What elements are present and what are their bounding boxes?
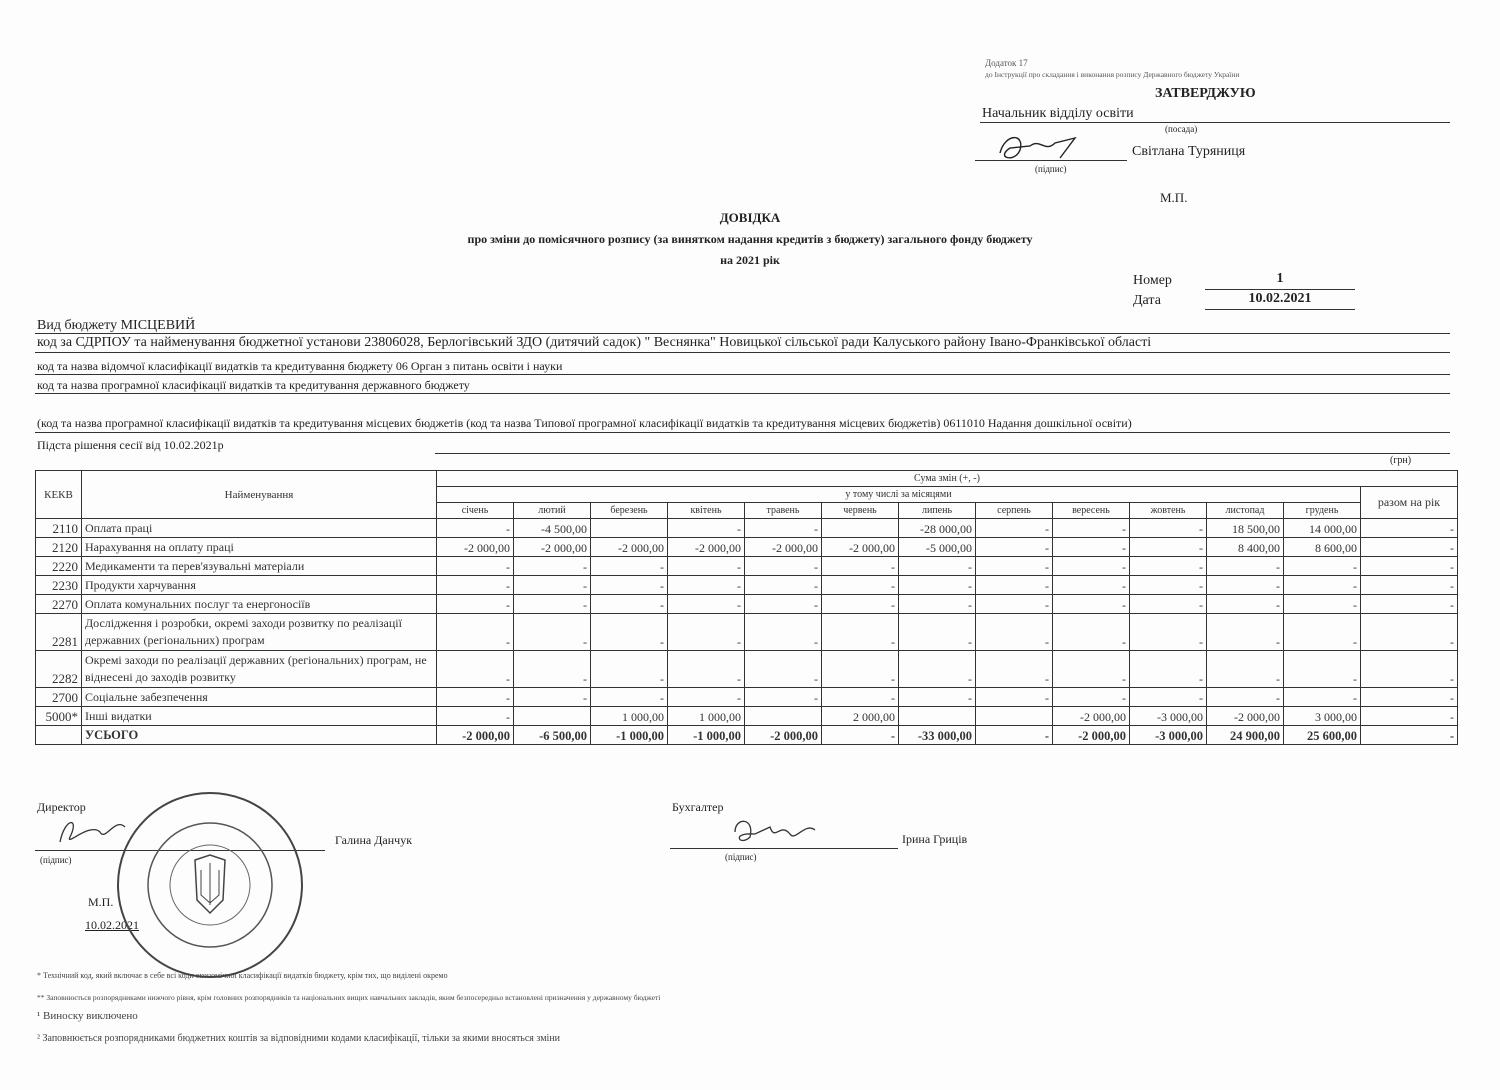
month-value: -2 000,00 [437, 538, 514, 557]
col-total-header: разом на рік [1361, 487, 1458, 519]
month-value: - [976, 595, 1053, 614]
col-name-header: Найменування [82, 471, 437, 519]
year-total: - [1361, 688, 1458, 707]
month-value: - [437, 595, 514, 614]
kekv-code: 2282 [36, 651, 82, 688]
month-value: - [745, 576, 822, 595]
month-value: - [437, 688, 514, 707]
table-row [36, 651, 1458, 688]
month-value: - [1130, 688, 1207, 707]
month-value: - [822, 557, 899, 576]
director-label: Директор [37, 800, 86, 814]
month-value: - [591, 651, 668, 688]
year-total: - [1361, 651, 1458, 688]
footnote-1: * Технічний код, який включає в себе всі коди економічної класифікації видатків бюджету, крім тих, що виділені окремо [37, 971, 448, 980]
month-value [591, 519, 668, 538]
month-value: 8 400,00 [1207, 538, 1284, 557]
item-name: Оплата комунальних послуг та енергоносіїв [82, 595, 437, 614]
footnote-2: ** Заповнюється розпорядниками нижчого рівня, крім головних розпорядників та національних вищих навчальних закладів, яким безпосередньо встановлені призначення у державному бюджеті [37, 993, 661, 1002]
month-value: - [1053, 557, 1130, 576]
kekv-code [36, 726, 82, 745]
month-value: -2 000,00 [1053, 707, 1130, 726]
month-value: - [514, 576, 591, 595]
month-value: - [899, 557, 976, 576]
appendix-note: до Інструкції про складання і виконання розпису Державного бюджету України [985, 70, 1240, 79]
month-value: 1 000,00 [668, 707, 745, 726]
approver-position: Начальник відділу освіти [982, 106, 1134, 121]
month-value: -6 500,00 [514, 726, 591, 745]
month-value: - [899, 595, 976, 614]
month-value: - [437, 576, 514, 595]
month-value: - [668, 688, 745, 707]
month-value: -2 000,00 [1207, 707, 1284, 726]
month-value: - [976, 576, 1053, 595]
month-value: - [437, 614, 514, 651]
local-program-code: (код та назва програмної класифікації видатків та кредитування місцевих бюджетів (код та назва Типової програмної класифікації видатків та кредитування місцевих бюджетів) 0611010 Надання дошкільної освіти) [37, 416, 1132, 430]
institution-code: код за СДРПОУ та найменування бюджетної установи 23806028, Берлогівський ЗДО (дитячий садок) " Веснянка" Новицької сільської ради Калуського району Івано-Франківської області [37, 335, 1152, 350]
institution-stamp [115, 785, 305, 985]
table-row [36, 576, 1458, 595]
month-value: - [514, 651, 591, 688]
month-value: - [1207, 557, 1284, 576]
approver-signature [985, 128, 1095, 168]
month-value: -4 500,00 [514, 519, 591, 538]
month-value: - [514, 614, 591, 651]
month-value: - [899, 651, 976, 688]
changes-table [35, 470, 1458, 745]
month-value: -3 000,00 [1130, 726, 1207, 745]
month-value: - [591, 557, 668, 576]
month-value: - [822, 614, 899, 651]
director-caption: (підпис) [40, 855, 72, 865]
month-value: - [1207, 576, 1284, 595]
month-value: - [1207, 614, 1284, 651]
col-months-header: у тому числі за місяцями [437, 487, 1361, 503]
month-value [822, 519, 899, 538]
year-total: - [1361, 726, 1458, 745]
month-value: - [822, 726, 899, 745]
month-value: - [668, 614, 745, 651]
month-value: - [1053, 576, 1130, 595]
month-header: липень [899, 503, 976, 519]
month-value: - [745, 519, 822, 538]
month-value: - [1207, 651, 1284, 688]
month-value: - [899, 576, 976, 595]
kekv-code: 2281 [36, 614, 82, 651]
month-header: квітень [668, 503, 745, 519]
position-caption: (посада) [1165, 124, 1198, 134]
number-value: 1 [1276, 271, 1284, 286]
year-total: - [1361, 519, 1458, 538]
month-value: - [1284, 614, 1361, 651]
doc-title: ДОВІДКА [719, 210, 781, 225]
month-value: - [1284, 557, 1361, 576]
month-header: січень [437, 503, 514, 519]
item-name: Медикаменти та перев'язувальні матеріали [82, 557, 437, 576]
state-program-code: код та назва програмної класифікації видатків та кредитування державного бюджету [37, 378, 470, 392]
approver-name: Світлана Туряниця [1132, 144, 1246, 159]
month-value: - [976, 651, 1053, 688]
year-total: - [1361, 614, 1458, 651]
month-value: -33 000,00 [899, 726, 976, 745]
month-value: - [437, 519, 514, 538]
month-value: - [745, 688, 822, 707]
month-value: - [1284, 651, 1361, 688]
month-value: - [745, 557, 822, 576]
month-value: -2 000,00 [668, 538, 745, 557]
table-row [36, 595, 1458, 614]
month-value: - [1053, 651, 1130, 688]
item-name: УСЬОГО [82, 726, 437, 745]
month-header: листопад [1207, 503, 1284, 519]
approve-heading: ЗАТВЕРДЖУЮ [1155, 86, 1256, 101]
month-header: травень [745, 503, 822, 519]
item-name: Оплата праці [82, 519, 437, 538]
month-value: - [976, 688, 1053, 707]
kekv-code: 5000* [36, 707, 82, 726]
doc-year: на 2021 рік [720, 253, 780, 267]
date-label: Дата [1133, 293, 1161, 308]
month-value: - [976, 557, 1053, 576]
month-value: - [745, 614, 822, 651]
month-value: - [1207, 595, 1284, 614]
month-value: - [899, 614, 976, 651]
month-header: червень [822, 503, 899, 519]
month-value: - [1284, 576, 1361, 595]
month-header: вересень [1053, 503, 1130, 519]
month-value: - [668, 519, 745, 538]
month-value: - [822, 576, 899, 595]
month-value: - [591, 688, 668, 707]
month-value: -2 000,00 [745, 726, 822, 745]
col-code-header: КЕКВ [36, 471, 82, 519]
seal-mark-bottom: М.П. [88, 895, 114, 909]
month-value: 8 600,00 [1284, 538, 1361, 557]
kekv-code: 2110 [36, 519, 82, 538]
number-label: Номер [1133, 273, 1172, 288]
month-value: - [1130, 576, 1207, 595]
footnote-3: ¹ Виноску виключено [37, 1010, 138, 1022]
year-total: - [1361, 538, 1458, 557]
table-row [36, 688, 1458, 707]
month-value: - [976, 726, 1053, 745]
month-value: -1 000,00 [591, 726, 668, 745]
accountant-name: Ірина Гриців [902, 832, 968, 846]
month-value: - [745, 651, 822, 688]
total-row [36, 726, 1458, 745]
month-value: - [1284, 688, 1361, 707]
budget-type: Вид бюджету МІСЦЕВИЙ [37, 318, 196, 333]
item-name: Окремі заходи по реалізації державних (регіональних) програм, не віднесені до заходів розвитку [82, 651, 437, 688]
month-value: - [514, 595, 591, 614]
month-value [899, 707, 976, 726]
month-value: - [822, 651, 899, 688]
month-value: - [1053, 519, 1130, 538]
table-row [36, 707, 1458, 726]
table-row [36, 557, 1458, 576]
month-value [976, 707, 1053, 726]
footnote-4: ² Заповнюється розпорядниками бюджетних коштів за відповідними кодами класифікації, тільки за якими вносяться зміни [37, 1033, 561, 1044]
month-value: -2 000,00 [1053, 726, 1130, 745]
seal-mark: М.П. [1160, 190, 1188, 205]
doc-subtitle: про зміни до помісячного розпису (за винятком надання кредитів з бюджету) загального фонду бюджету [467, 232, 1033, 246]
accountant-signature [720, 812, 830, 852]
year-total: - [1361, 576, 1458, 595]
month-header: жовтень [1130, 503, 1207, 519]
month-value: -2 000,00 [514, 538, 591, 557]
table-row [36, 614, 1458, 651]
table-row [36, 519, 1458, 538]
month-value: - [1130, 595, 1207, 614]
month-header: лютий [514, 503, 591, 519]
month-value: - [1130, 614, 1207, 651]
month-value: -1 000,00 [668, 726, 745, 745]
month-header: грудень [1284, 503, 1361, 519]
month-value: - [591, 576, 668, 595]
month-value: - [1053, 538, 1130, 557]
month-value: - [1130, 538, 1207, 557]
month-value: - [1053, 614, 1130, 651]
month-value: - [668, 576, 745, 595]
month-value: -2 000,00 [591, 538, 668, 557]
month-value: - [976, 538, 1053, 557]
month-value: - [591, 614, 668, 651]
item-name: Дослідження і розробки, окремі заходи розвитку по реалізації державних (регіональних) програм [82, 614, 437, 651]
year-total: - [1361, 707, 1458, 726]
decision-basis: Підста рішення сесії від 10.02.2021р [37, 438, 224, 452]
month-value: 14 000,00 [1284, 519, 1361, 538]
month-value: - [822, 688, 899, 707]
item-name: Продукти харчування [82, 576, 437, 595]
month-value: - [514, 688, 591, 707]
month-value: - [437, 557, 514, 576]
month-header: серпень [976, 503, 1053, 519]
month-value: - [899, 688, 976, 707]
month-value: - [437, 651, 514, 688]
kekv-code: 2120 [36, 538, 82, 557]
month-value: - [437, 707, 514, 726]
month-value: - [1130, 651, 1207, 688]
appendix: Додаток 17 [985, 58, 1028, 68]
kekv-code: 2270 [36, 595, 82, 614]
currency-unit: (грн) [1390, 455, 1412, 466]
year-total: - [1361, 557, 1458, 576]
month-value: - [822, 595, 899, 614]
accountant-label: Бухгалтер [672, 800, 724, 814]
month-value: - [514, 557, 591, 576]
year-total: - [1361, 595, 1458, 614]
month-value: 24 900,00 [1207, 726, 1284, 745]
accountant-caption: (підпис) [725, 852, 757, 862]
month-value: - [668, 651, 745, 688]
item-name: Інші видатки [82, 707, 437, 726]
month-value: - [1207, 688, 1284, 707]
kekv-code: 2230 [36, 576, 82, 595]
month-value: - [1053, 595, 1130, 614]
month-value: - [668, 557, 745, 576]
month-value: 25 600,00 [1284, 726, 1361, 745]
month-value: -2 000,00 [822, 538, 899, 557]
item-name: Соціальне забезпечення [82, 688, 437, 707]
month-value: -28 000,00 [899, 519, 976, 538]
month-value: -2 000,00 [437, 726, 514, 745]
month-value: - [976, 614, 1053, 651]
month-value: -5 000,00 [899, 538, 976, 557]
kekv-code: 2220 [36, 557, 82, 576]
month-header: березень [591, 503, 668, 519]
month-value: 2 000,00 [822, 707, 899, 726]
month-value [745, 707, 822, 726]
month-value: - [1130, 557, 1207, 576]
month-value: - [745, 595, 822, 614]
department-code: код та назва відомчої класифікації видатків та кредитування бюджету 06 Орган з питань освіти і науки [37, 359, 563, 373]
director-name: Галина Данчук [335, 833, 413, 847]
month-value: - [1130, 519, 1207, 538]
month-value: - [1053, 688, 1130, 707]
month-value: -3 000,00 [1130, 707, 1207, 726]
item-name: Нарахування на оплату праці [82, 538, 437, 557]
month-value: - [668, 595, 745, 614]
month-value: - [1284, 595, 1361, 614]
table-row [36, 538, 1458, 557]
month-value: 1 000,00 [591, 707, 668, 726]
col-sum-header: Сума змін (+, -) [437, 471, 1458, 487]
approver-signature-caption: (підпис) [1035, 164, 1067, 174]
month-value: - [591, 595, 668, 614]
month-value: 18 500,00 [1207, 519, 1284, 538]
month-value: 3 000,00 [1284, 707, 1361, 726]
seal-date: 10.02.2021 [85, 918, 139, 932]
date-value: 10.02.2021 [1248, 291, 1312, 306]
month-value [514, 707, 591, 726]
month-value: -2 000,00 [745, 538, 822, 557]
kekv-code: 2700 [36, 688, 82, 707]
month-value: - [976, 519, 1053, 538]
